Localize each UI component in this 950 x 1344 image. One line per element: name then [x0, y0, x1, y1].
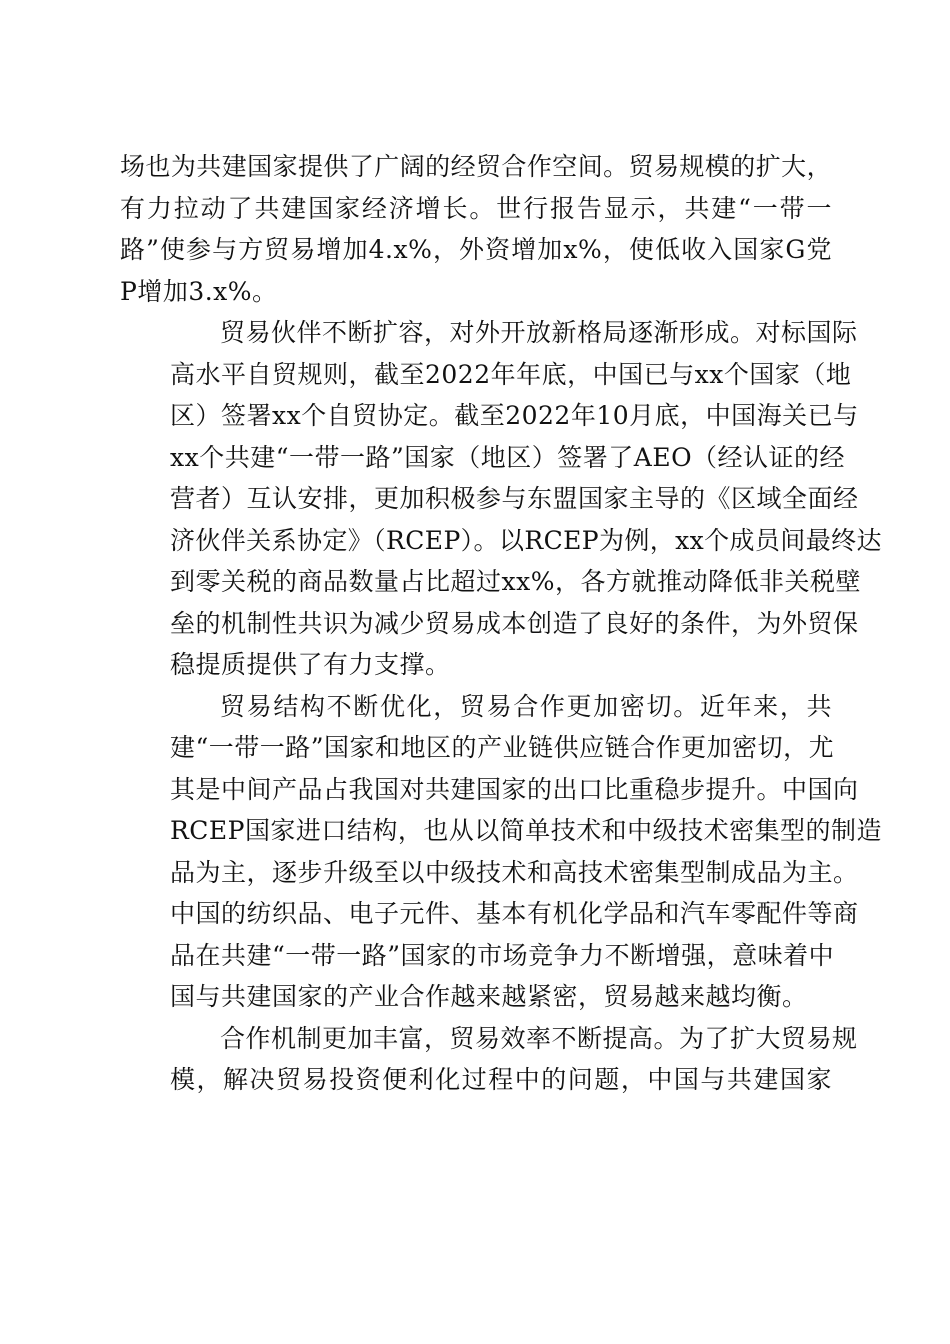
paragraph-1-line-1: 场也为共建国家提供了广阔的经贸合作空间。贸易规模的扩大，	[120, 152, 832, 181]
paragraph-3-line-6: 中国的纺织品、电子元件、基本有机化学品和汽车零配件等商	[170, 899, 859, 928]
paragraph-2-line-9: 稳提质提供了有力支撑。	[170, 650, 451, 679]
paragraph-1-line-2: 有力拉动了共建国家经济增长。世行报告显示，共建“一带一	[120, 193, 832, 223]
paragraph-3	[120, 686, 882, 1018]
paragraph-2-line-6: 济伙伴关系协定》（RCEP）。以RCEP为例，xx个成员间最终达	[170, 525, 882, 555]
paragraph-2	[120, 312, 882, 686]
paragraph-2-line-1: 贸易伙伴不断扩容，对外开放新格局逐渐形成。对标国际	[220, 318, 858, 347]
document-body	[120, 146, 882, 1101]
paragraph-3-line-4: RCEP国家进口结构，也从以简单技术和中级技术密集型的制造	[170, 816, 882, 845]
paragraph-2-line-4: xx个共建“一带一路”国家（地区）签署了AEO（经认证的经	[170, 442, 846, 472]
paragraph-3-line-3: 其是中间产品占我国对共建国家的出口比重稳步提升。中国向	[170, 774, 859, 804]
paragraph-3-line-5: 品为主，逐步升级至以中级技术和高技术密集型制成品为主。	[170, 857, 859, 887]
paragraph-3-line-7: 品在共建“一带一路”国家的市场竞争力不断增强，意味着中	[170, 940, 835, 970]
paragraph-1-line-4: P增加3.x%。	[120, 276, 278, 306]
paragraph-3-line-8: 国与共建国家的产业合作越来越紧密，贸易越来越均衡。	[170, 982, 808, 1011]
paragraph-3-line-1: 贸易结构不断优化，贸易合作更加密切。近年来，共	[220, 691, 832, 721]
paragraph-4-line-1: 合作机制更加丰富，贸易效率不断提高。为了扩大贸易规	[220, 1023, 858, 1053]
paragraph-2-line-2: 高水平自贸规则，截至2022年年底，中国已与xx个国家（地	[170, 359, 852, 389]
paragraph-1-line-3: 路”使参与方贸易增加4.x%，外资增加x%，使低收入国家G党	[120, 235, 832, 264]
paragraph-4-line-2: 模，解决贸易投资便利化过程中的问题，中国与共建国家	[170, 1065, 832, 1094]
paragraph-2-line-8: 垒的机制性共识为减少贸易成本创造了良好的条件，为外贸保	[170, 608, 859, 638]
paragraph-2-line-5: 营者）互认安排，更加积极参与东盟国家主导的《区域全面经	[170, 484, 859, 513]
paragraph-4	[120, 1018, 858, 1101]
paragraph-1	[120, 146, 832, 312]
paragraph-2-line-3: 区）签署xx个自贸协定。截至2022年10月底，中国海关已与	[170, 401, 859, 430]
paragraph-2-line-7: 到零关税的商品数量占比超过xx%，各方就推动降低非关税壁	[170, 567, 861, 596]
paragraph-3-line-2: 建“一带一路”国家和地区的产业链供应链合作更加密切，尤	[170, 733, 835, 762]
